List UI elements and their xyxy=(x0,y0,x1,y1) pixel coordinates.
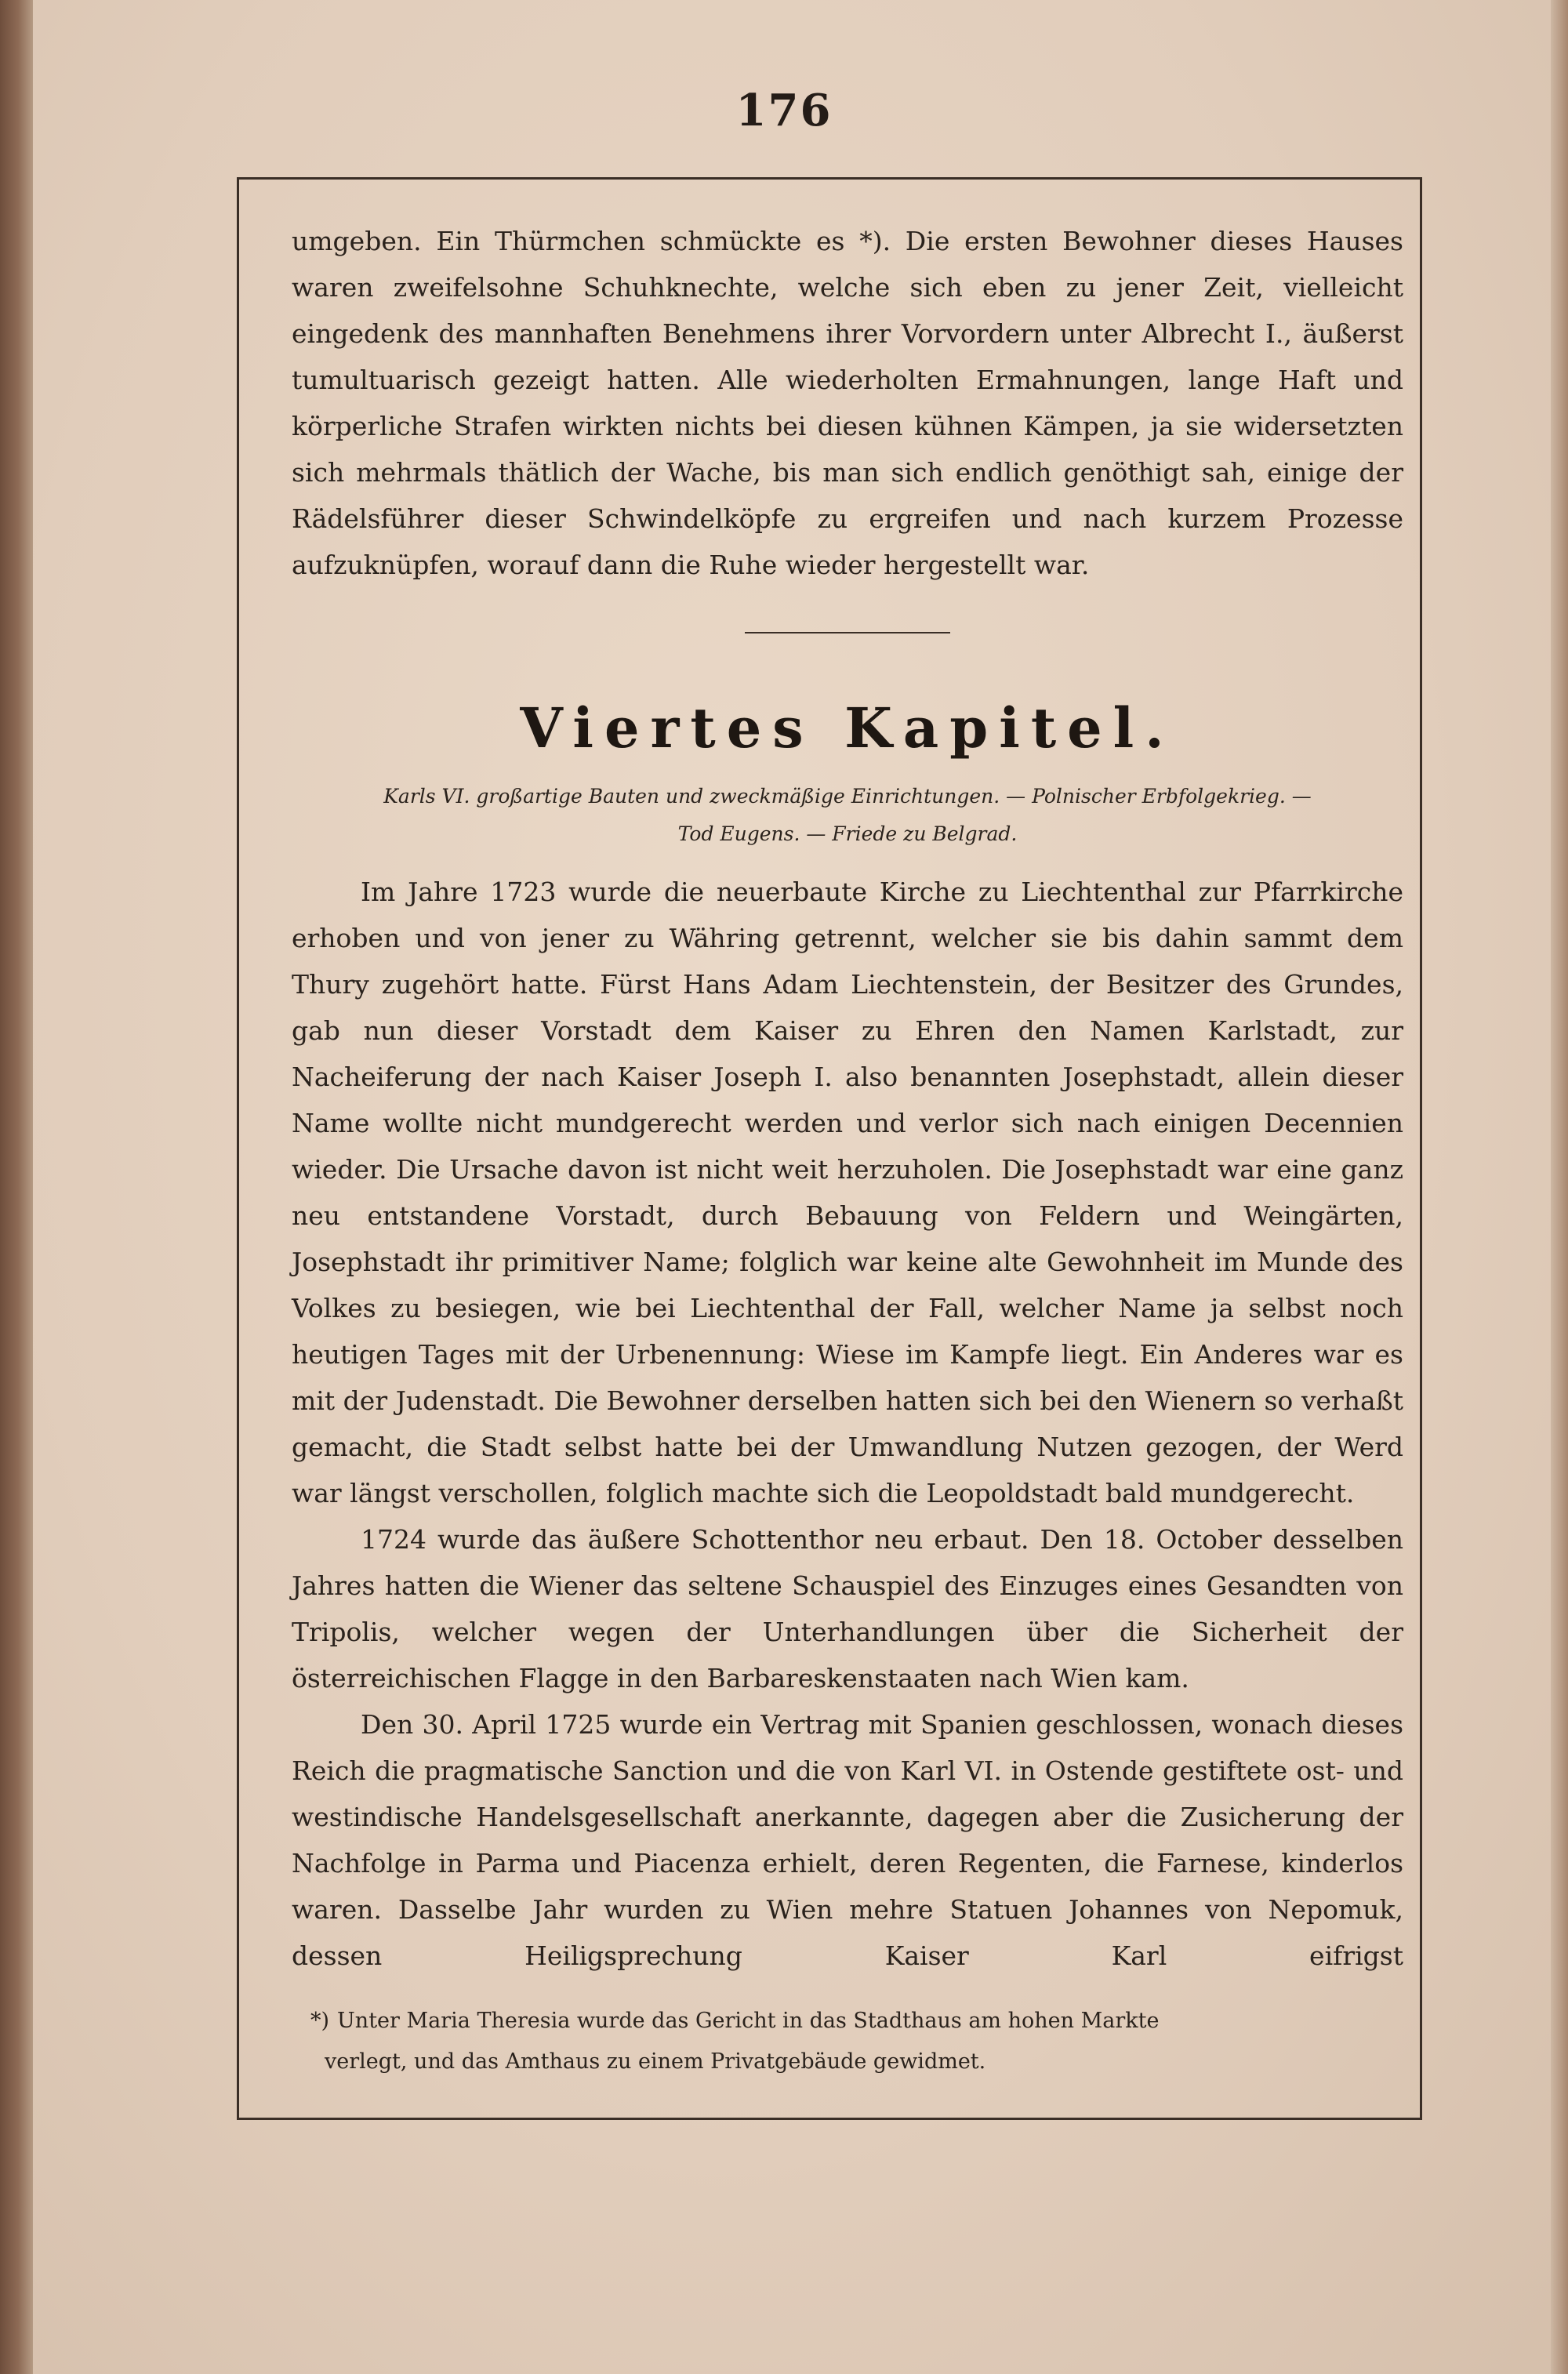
footnote-text: Unter Maria Theresia wurde das Gericht in das Stadthaus am hohen Markte xyxy=(337,2009,1160,2033)
chapter-title: Viertes Kapitel. xyxy=(520,695,1175,760)
book-spine xyxy=(0,0,33,2374)
footnote-line xyxy=(292,2001,1403,2042)
footnote xyxy=(292,2001,1403,2082)
chapter-summary xyxy=(292,778,1403,853)
page-content xyxy=(292,218,1403,2082)
page-number: 176 xyxy=(735,85,833,136)
page-edge xyxy=(1551,0,1568,2374)
footnote-mark: *) xyxy=(310,2009,330,2033)
paragraph: Den 30. April 1725 wurde ein Vertrag mit Spanien geschlossen, wonach dieses Reich die pragmatische Sanction und die von Karl VI. in Ostende gestiftete ost- und westindische Handelsgesellschaft anerkannte, dagegen aber die Zusicherung der Nachfolge in Parma und Piacenza erhielt, deren Regenten, die Farnese, kinderlos waren. Dasselbe Jahr wurden zu Wien mehre Statuen Johannes von Nepomuk, dessen Heiligsprechung Kaiser Karl eifrigst xyxy=(292,1709,1403,1971)
paragraph: Im Jahre 1723 wurde die neuerbaute Kirche zu Liechtenthal zur Pfarrkirche erhoben und von jener zu Währing getrennt, welcher sie bis dahin sammt dem Thury zugehört hatte. Fürst Hans Adam Liechtenstein, der Besitzer des Grundes, gab nun dieser Vorstadt dem Kaiser zu Ehren den Namen Karlstadt, zur Nacheiferung der nach Kaiser Joseph I. also benannten Josephstadt, allein dieser Name wollte nicht mundgerecht werden und verlor sich nach einigen Decennien wieder. Die Ursache davon ist nicht weit herzuholen. Die Josephstadt war eine ganz neu entstandene Vorstadt, durch Bebauung von Feldern und Weingärten, Josephstadt ihr primitiver Name; folglich war keine alte Gewohnheit im Munde des Volkes zu besiegen, wie bei Liechtenthal der Fall, welcher Name ja selbst noch heutigen Tages mit der Urbenennung: Wiese im Kampfe liegt. Ein Anderes war es mit der Judenstadt. Die Bewohner derselben hatten sich bei den Wienern so verhaßt gemacht, die Stadt selbst hatte bei der Umwandlung Nutzen gezogen, der Werd war längst verschollen, folglich machte sich die Leopoldstadt bald mundgerecht. xyxy=(292,877,1403,1508)
chapter-summary-line: Tod Eugens. — Friede zu Belgrad. xyxy=(677,822,1018,845)
section-divider xyxy=(745,632,950,633)
opening-paragraph: umgeben. Ein Thürmchen schmückte es *). Die ersten Bewohner dieses Hauses waren zweifelsohne Schuhknechte, welche sich eben zu jener Zeit, vielleicht eingedenk des mannhaften Benehmens ihrer Vorvordern unter Albrecht I., äußerst tumultuarisch gezeigt hatten. Alle wiederholten Ermahnungen, lange Haft und körperliche Strafen wirkten nichts bei diesen kühnen Kämpen, ja sie widersetzten sich mehrmals thätlich der Wache, bis man sich endlich genöthigt sah, einige der Rädelsführer dieser Schwindelköpfe zu ergreifen und nach kurzem Prozesse aufzuknüpfen, worauf dann die Ruhe wieder hergestellt war. xyxy=(292,226,1403,580)
footnote-line: verlegt, und das Amthaus zu einem Privatgebäude gewidmet. xyxy=(325,2049,986,2074)
chapter-summary-line: Karls VI. großartige Bauten und zweckmäßige Einrichtungen. — Polnischer Erbfolgekrieg. — xyxy=(383,785,1312,808)
paragraph: 1724 wurde das äußere Schottenthor neu erbaut. Den 18. October desselben Jahres hatten die Wiener das seltene Schauspiel des Einzuges eines Gesandten von Tripolis, welcher wegen der Unterhandlungen über die Sicherheit der österreichischen Flagge in den Barbareskenstaaten nach Wien kam. xyxy=(292,1524,1403,1693)
